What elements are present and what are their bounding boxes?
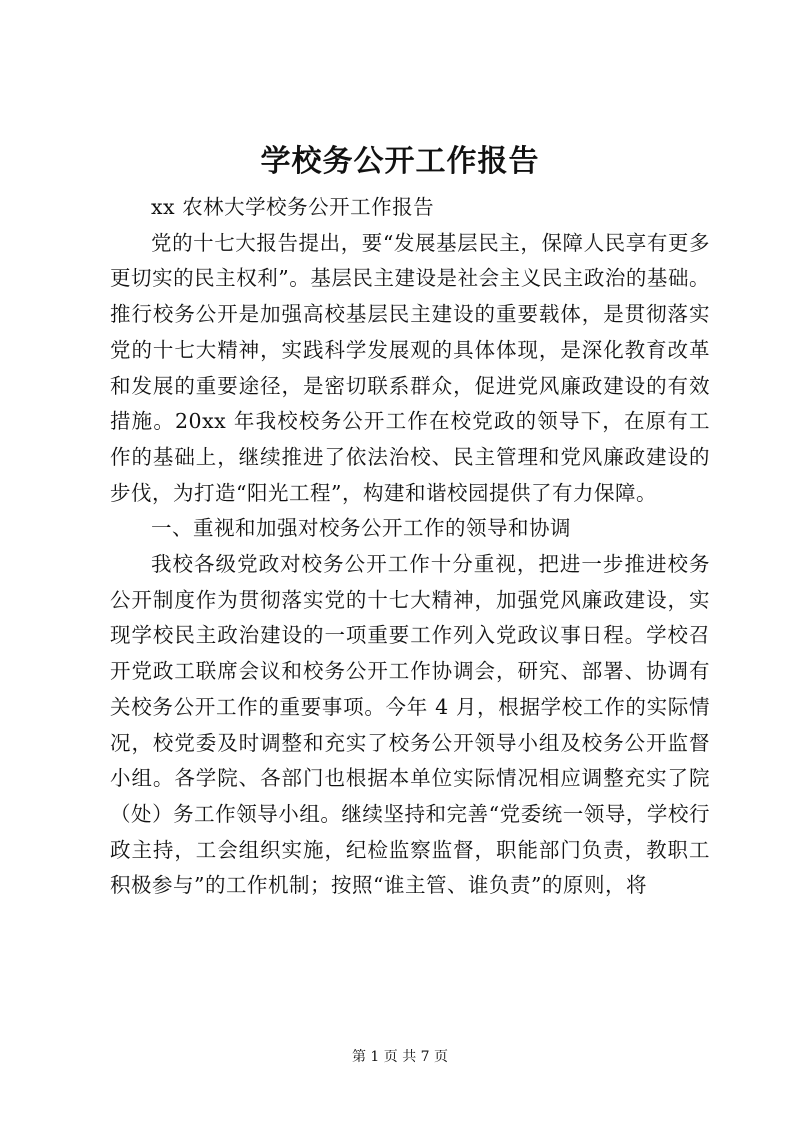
page-footer: 第 1 页 共 7 页 (351, 1049, 449, 1065)
section-heading: 一、重视和加强对校务公开工作的领导和协调 (151, 516, 571, 541)
subtitle-paragraph: xx 农林大学校务公开工作报告 (151, 195, 435, 219)
document-title: 学校务公开工作报告 (260, 144, 540, 179)
document-body (110, 190, 710, 904)
intro-paragraph: 党的十七大报告提出，要“发展基层民主，保障人民享有更多更切实的民主权利”。基层民主建设是社会主义民主政治的基础。推行校务公开是加强高校基层民主建设的重要载体，是贯彻落实党的十七大精神，实践科学发展观的具体体现，是深化教育改革和发展的重要途径，是密切联系群众，促进党风廉政建设的有效措施。20xx 年我校校务公开工作在校党政的领导下，在原有工作的基础上，继续推进了依法治校、民主管理和党风廉政建设的步伐，为打造“阳光工程”，构建和谐校园提供了有力保障。 (110, 230, 710, 505)
body-paragraph: 我校各级党政对校务公开工作十分重视，把进一步推进校务公开制度作为贯彻落实党的十七大精神，加强党风廉政建设，实现学校民主政治建设的一项重要工作列入党政议事日程。学校召开党政工联席会议和校务公开工作协调会，研究、部署、协调有关校务公开工作的重要事项。今年 4 月，根据学校工作的实际情况，校党委及时调整和充实了校务公开领导小组及校务公开监督小组。各学院、各部门也根据本单位实际情况相应调整充实了院（处）务工作领导小组。继续坚持和完善“党委统一领导，学校行政主持，工会组织实施，纪检监察监督，职能部门负责，教职工积极参与”的工作机制；按照“谁主管、谁负责”的原则，将 (110, 552, 710, 898)
